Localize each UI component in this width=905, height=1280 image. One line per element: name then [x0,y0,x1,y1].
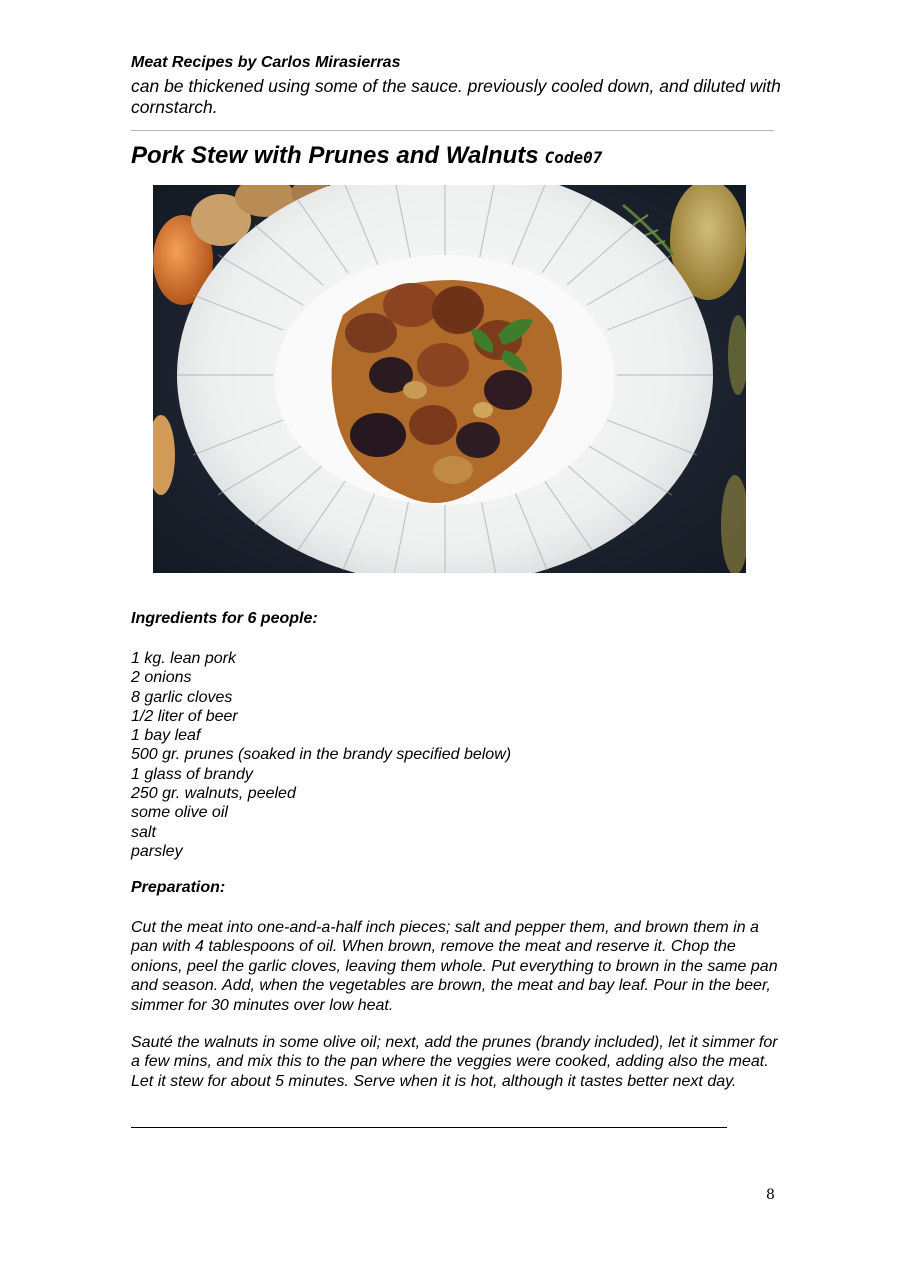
preparation-paragraph-1: Cut the meat into one-and-a-half inch pieces; salt and pepper them, and brown them in a pan with 4 tablespoons of oil. When brown, remove the meat and reserve it. Chop the onions, peel the garlic cloves, leaving them whole. Put everything to brown in the same pan and season. Add, when the vegetables are brown, the meat and bay leaf. Pour in the beer, simmer for 30 minutes over low heat. [131,919,778,1014]
ingredient-item: 1 bay leaf [131,727,201,745]
section-divider-bottom [131,1127,727,1128]
preparation-paragraph-2: Sauté the walnuts in some olive oil; next, add the prunes (brandy included), let it simmer for a few mins, and mix this to the pan where the veggies were cooked, adding also the meat. Let it stew for about 5 minutes. Serve when it is hot, although it tastes better next day. [131,1034,778,1090]
ingredient-item: 1/2 liter of beer [131,707,238,725]
ingredient-item: 8 garlic cloves [131,688,233,706]
recipe-title: Pork Stew with Prunes and Walnuts [131,142,539,169]
section-divider-top [131,130,774,131]
preparation-heading: Preparation: [131,879,226,896]
recipe-code: Code07 [544,148,603,167]
dish-photo [153,185,746,573]
ingredients-list [131,649,511,861]
ingredient-item: some olive oil [131,804,228,822]
running-header: Meat Recipes by Carlos Mirasierras [131,54,401,71]
ingredient-item: 250 gr. walnuts, peeled [131,785,296,803]
ingredient-item: parsley [131,842,183,860]
page-number: 8 [766,1187,775,1203]
ingredient-item: 500 gr. prunes (soaked in the brandy specified below) [131,746,512,764]
ingredients-heading: Ingredients for 6 people: [131,610,318,627]
ingredient-item: 1 glass of brandy [131,765,253,783]
ingredient-item: 2 onions [131,669,192,687]
ingredient-item: 1 kg. lean pork [131,650,236,667]
ingredient-item: salt [131,823,156,841]
recipe-title-line [131,142,602,170]
carryover-paragraph: can be thickened using some of the sauce. previously cooled down, and diluted with cornstarch. [131,76,781,117]
